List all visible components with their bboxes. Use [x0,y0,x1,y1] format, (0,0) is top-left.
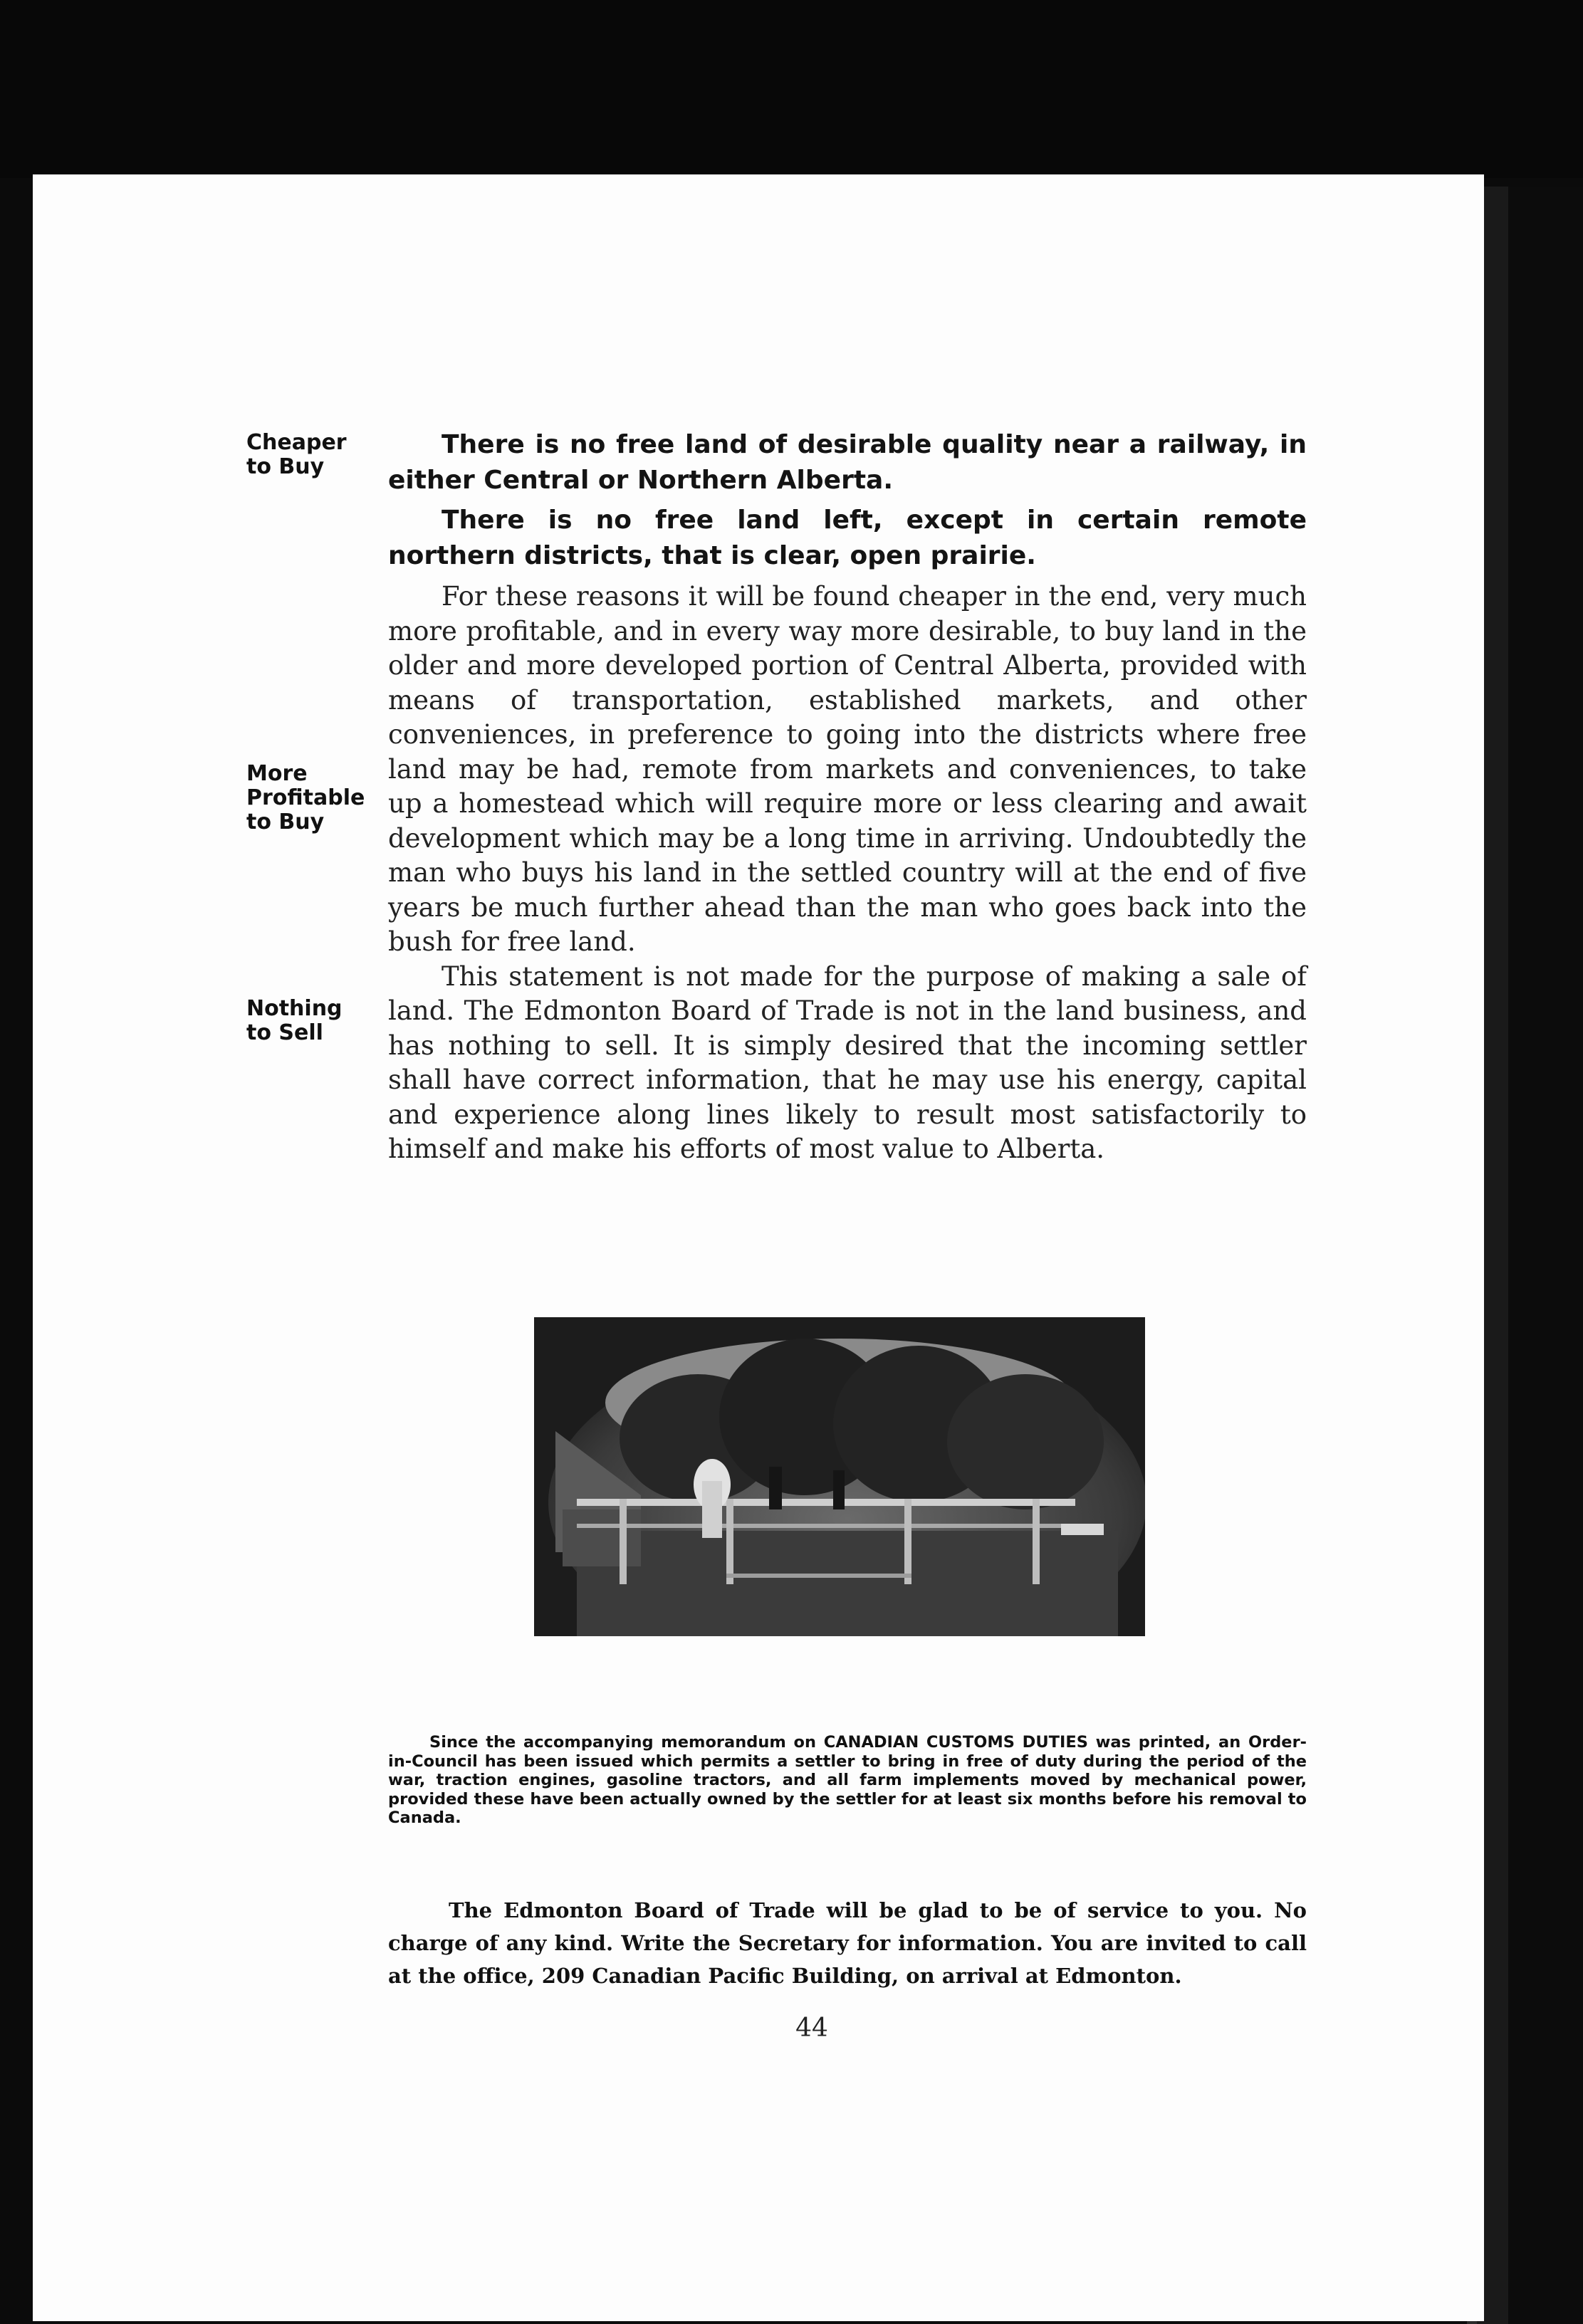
margin-note-nothing-to-sell: Nothing to Sell [246,996,343,1045]
scan-background [0,0,1583,178]
body-paragraph-2: This statement is not made for the purpose of making a sale of land. The Edmonton Board of Trade is not in the land business, and has nothing to sell. It is simply desired that the incoming settler shall have correct information, that he may use his energy, capital and experience along lines likely to result most satisfactorily to himself and make his efforts of most value to Alberta. [388,961,1307,1164]
scan-right-background [1508,187,1583,2324]
farm-photograph [534,1317,1145,1636]
page-number: 44 [795,2014,828,2043]
main-text-column [388,427,1307,1167]
customs-notice: Since the accompanying memorandum on CANADIAN CUSTOMS DUTIES was printed, an Order-in-Council has been issued which permits a settler to bring in free of duty during the period of the war, traction engines, gasoline tractors, and all farm implements moved by mechanical power, provided these have been actually owned by the settler for at least six months before his removal to Canada. [388,1733,1307,1827]
closing-note: The Edmonton Board of Trade will be glad to be of service to you. No charge of any kind. Write the Secretary for information. You are invited to call at the office, 209 Canadian Pacific Building, on arrival at Edmonton. [388,1898,1307,1988]
lead-paragraph-1: There is no free land of desirable quality near a railway, in either Central or Northern Alberta. [388,430,1307,495]
lead-paragraph-2: There is no free land left, except in certain remote northern districts, that is clear, open prairie. [388,506,1307,570]
body-paragraph-1: For these reasons it will be found cheaper in the end, very much more profitable, and in every way more desirable, to buy land in the older and more developed portion of Central Alberta, provided with means of transportation, established markets, and other conveniences, in preference to going into the districts where free land may be had, remote from markets and conveniences, to take up a homestead which will require more or less clearing and await development which may be a long time in arriving. Undoubtedly the man who buys his land in the settled country will at the end of five years be much further ahead than the man who goes back into the bush for free land. [388,581,1307,957]
margin-note-more-profitable: More Profitable to Buy [246,761,365,834]
margin-note-cheaper: Cheaper to Buy [246,430,347,479]
